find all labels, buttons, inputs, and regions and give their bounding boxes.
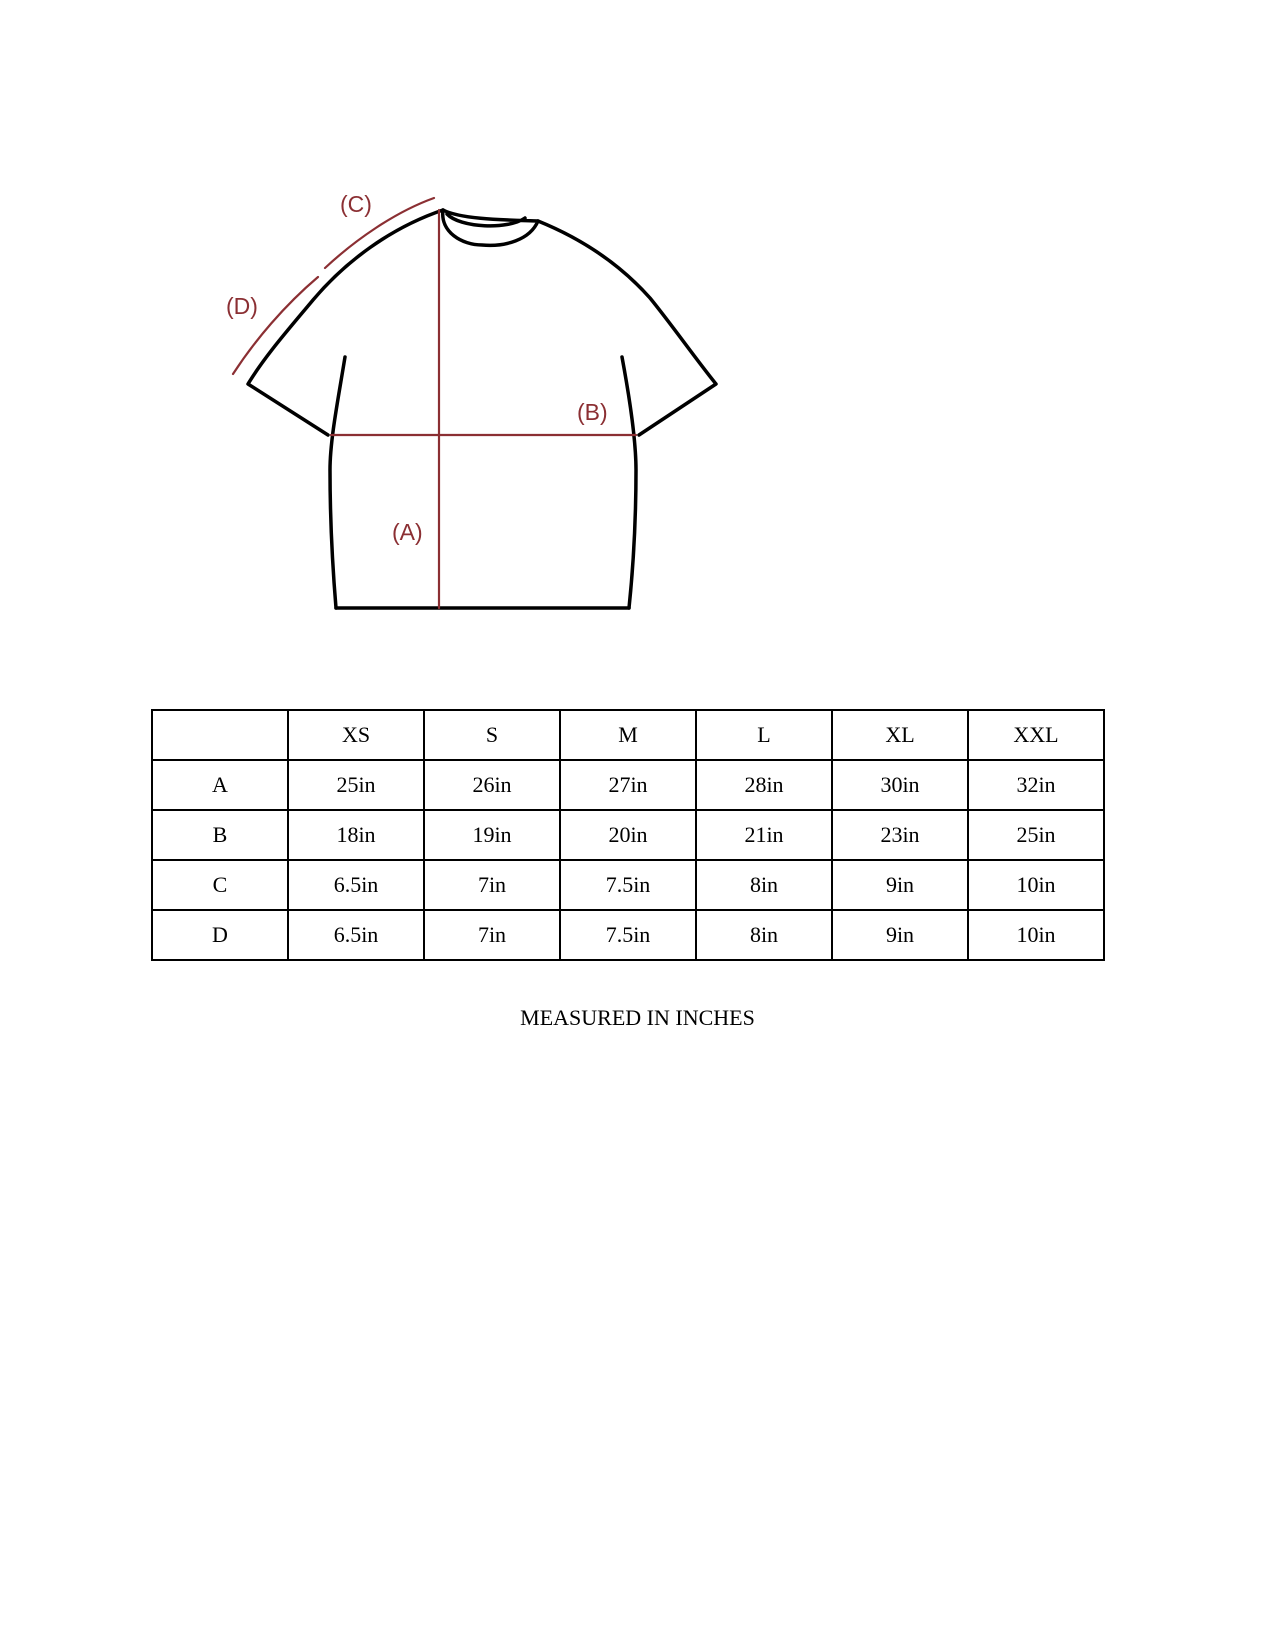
table-cell: 18in [288, 810, 424, 860]
label-b: (B) [577, 399, 608, 425]
table-cell: 7in [424, 910, 560, 960]
table-cell: 7.5in [560, 910, 696, 960]
table-cell: 9in [832, 910, 968, 960]
row-label: D [152, 910, 288, 960]
table-cell: 6.5in [288, 860, 424, 910]
size-chart-table [151, 709, 1105, 961]
header-size-s: S [424, 710, 560, 760]
tshirt-right-body-side [622, 357, 636, 608]
table-cell: 19in [424, 810, 560, 860]
table-cell: 10in [968, 860, 1104, 910]
header-size-m: M [560, 710, 696, 760]
table-cell: 23in [832, 810, 968, 860]
table-cell: 8in [696, 860, 832, 910]
table-cell: 30in [832, 760, 968, 810]
table-row [152, 860, 1104, 910]
table-header-row [152, 710, 1104, 760]
table-cell: 25in [288, 760, 424, 810]
measurement-labels [226, 191, 608, 545]
header-size-xl: XL [832, 710, 968, 760]
header-size-xs: XS [288, 710, 424, 760]
table-row [152, 910, 1104, 960]
table-cell: 7in [424, 860, 560, 910]
label-c: (C) [340, 191, 372, 217]
table-cell: 8in [696, 910, 832, 960]
measure-line-d [233, 277, 318, 374]
tshirt-collar [443, 210, 538, 245]
table-cell: 10in [968, 910, 1104, 960]
table-cell: 6.5in [288, 910, 424, 960]
header-size-xxl: XXL [968, 710, 1104, 760]
label-d: (D) [226, 293, 258, 319]
tshirt-left-sleeve-and-shoulder [248, 210, 443, 435]
table-cell: 9in [832, 860, 968, 910]
header-size-l: L [696, 710, 832, 760]
table-cell: 28in [696, 760, 832, 810]
measurement-lines [233, 198, 636, 608]
measurement-unit-note: MEASURED IN INCHES [520, 1005, 755, 1030]
tshirt-left-body-side [330, 357, 345, 608]
table-cell: 21in [696, 810, 832, 860]
table-cell: 27in [560, 760, 696, 810]
header-corner-cell [152, 710, 288, 760]
table-cell: 25in [968, 810, 1104, 860]
tshirt-right-sleeve-and-shoulder [538, 221, 716, 435]
table-row [152, 760, 1104, 810]
table-cell: 26in [424, 760, 560, 810]
label-a: (A) [392, 519, 423, 545]
table-cell: 20in [560, 810, 696, 860]
table-cell: 32in [968, 760, 1104, 810]
row-label: B [152, 810, 288, 860]
tshirt-measurement-diagram [0, 0, 1275, 660]
table-cell: 7.5in [560, 860, 696, 910]
row-label: A [152, 760, 288, 810]
row-label: C [152, 860, 288, 910]
tshirt-outline [248, 210, 716, 608]
table-row [152, 810, 1104, 860]
